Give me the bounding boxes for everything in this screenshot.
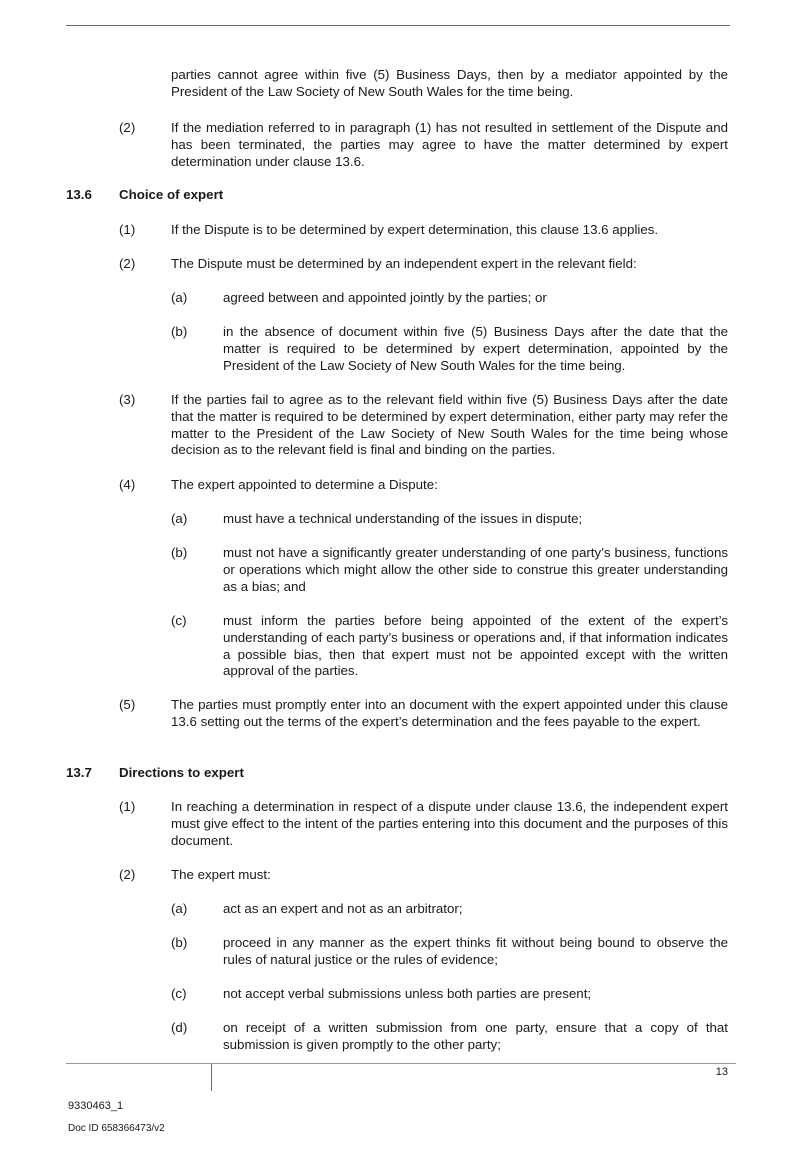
section-number: 13.6 <box>66 187 92 202</box>
section-number: 13.7 <box>66 765 92 780</box>
footer-divider <box>211 1064 212 1091</box>
subclause-text: act as an expert and not as an arbitrator; <box>223 901 463 916</box>
subclause-text: must not have a significantly greater understanding of one party’s business, functions or operations which might allow the other side to construe this greater understanding as a bias; and <box>223 545 728 594</box>
subclause-text: not accept verbal submissions unless both parties are present; <box>223 986 592 1001</box>
page-number: 13 <box>715 1066 728 1078</box>
subclause-number: (a) <box>171 901 188 916</box>
document-id: Doc ID 658366473/v2 <box>68 1123 165 1134</box>
subclause-number: (a) <box>171 290 188 305</box>
subclause-number: (b) <box>171 324 188 339</box>
clause-number: (2) <box>119 120 136 135</box>
subclause-text: must inform the parties before being appointed of the extent of the expert’s understanding of each party’s business or operations and, if that information indicates a possible bias, then that expert must not be appointed except with the written approval of the parties. <box>223 613 728 679</box>
clause-number: (1) <box>119 222 136 237</box>
clause-text: In reaching a determination in respect of a dispute under clause 13.6, the independent expert must give effect to the intent of the parties entering into this document and the purposes of this document. <box>171 799 728 848</box>
header-rule <box>66 25 730 26</box>
clause-text: The parties must promptly enter into an document with the expert appointed under this clause 13.6 setting out the terms of the expert’s determination and the fees payable to the expert. <box>171 697 728 729</box>
clause-text: If the mediation referred to in paragraph (1) has not resulted in settlement of the Dispute and has been terminated, the parties may agree to have the matter determined by expert determination under clause 13.6. <box>171 120 728 169</box>
subclause-text: on receipt of a written submission from one party, ensure that a copy of that submission is given promptly to the other party; <box>223 1020 728 1052</box>
document-number: 9330463_1 <box>68 1100 124 1112</box>
subclause-text: proceed in any manner as the expert thinks fit without being bound to observe the rules of natural justice or the rules of evidence; <box>223 935 728 967</box>
clause-number: (4) <box>119 477 136 492</box>
section-title: Choice of expert <box>119 187 224 202</box>
subclause-number: (c) <box>171 613 187 628</box>
clause-number: (1) <box>119 799 136 814</box>
clause-text: If the parties fail to agree as to the relevant field within five (5) Business Days after the date that the matter is required to be determined by expert determination, either party may refer the matter to the President of the Law Society of New South Wales for the time being whose decision as to the relevant field is final and binding on the parties. <box>171 392 728 458</box>
clause-text: The expert must: <box>171 867 271 882</box>
subclause-number: (c) <box>171 986 187 1001</box>
footer-rule <box>66 1063 736 1064</box>
subclause-text: agreed between and appointed jointly by the parties; or <box>223 290 547 305</box>
clause-number: (3) <box>119 392 136 407</box>
subclause-text: must have a technical understanding of the issues in dispute; <box>223 511 583 526</box>
subclause-text: in the absence of document within five (5) Business Days after the date that the matter is required to be determined by expert determination, appointed by the President of the Law Society of New South Wales for the time being. <box>223 324 728 373</box>
clause-text: The Dispute must be determined by an independent expert in the relevant field: <box>171 256 637 271</box>
subclause-number: (b) <box>171 935 188 950</box>
clause-number: (2) <box>119 256 136 271</box>
clause-text: If the Dispute is to be determined by expert determination, this clause 13.6 applies. <box>171 222 659 237</box>
clause-number: (5) <box>119 697 136 712</box>
subclause-number: (d) <box>171 1020 188 1035</box>
clause-text: The expert appointed to determine a Dispute: <box>171 477 438 492</box>
section-title: Directions to expert <box>119 765 244 780</box>
subclause-number: (a) <box>171 511 188 526</box>
subclause-number: (b) <box>171 545 188 560</box>
intro-paragraph: parties cannot agree within five (5) Business Days, then by a mediator appointed by the President of the Law Society of New South Wales for the time being. <box>171 67 728 99</box>
clause-number: (2) <box>119 867 136 882</box>
